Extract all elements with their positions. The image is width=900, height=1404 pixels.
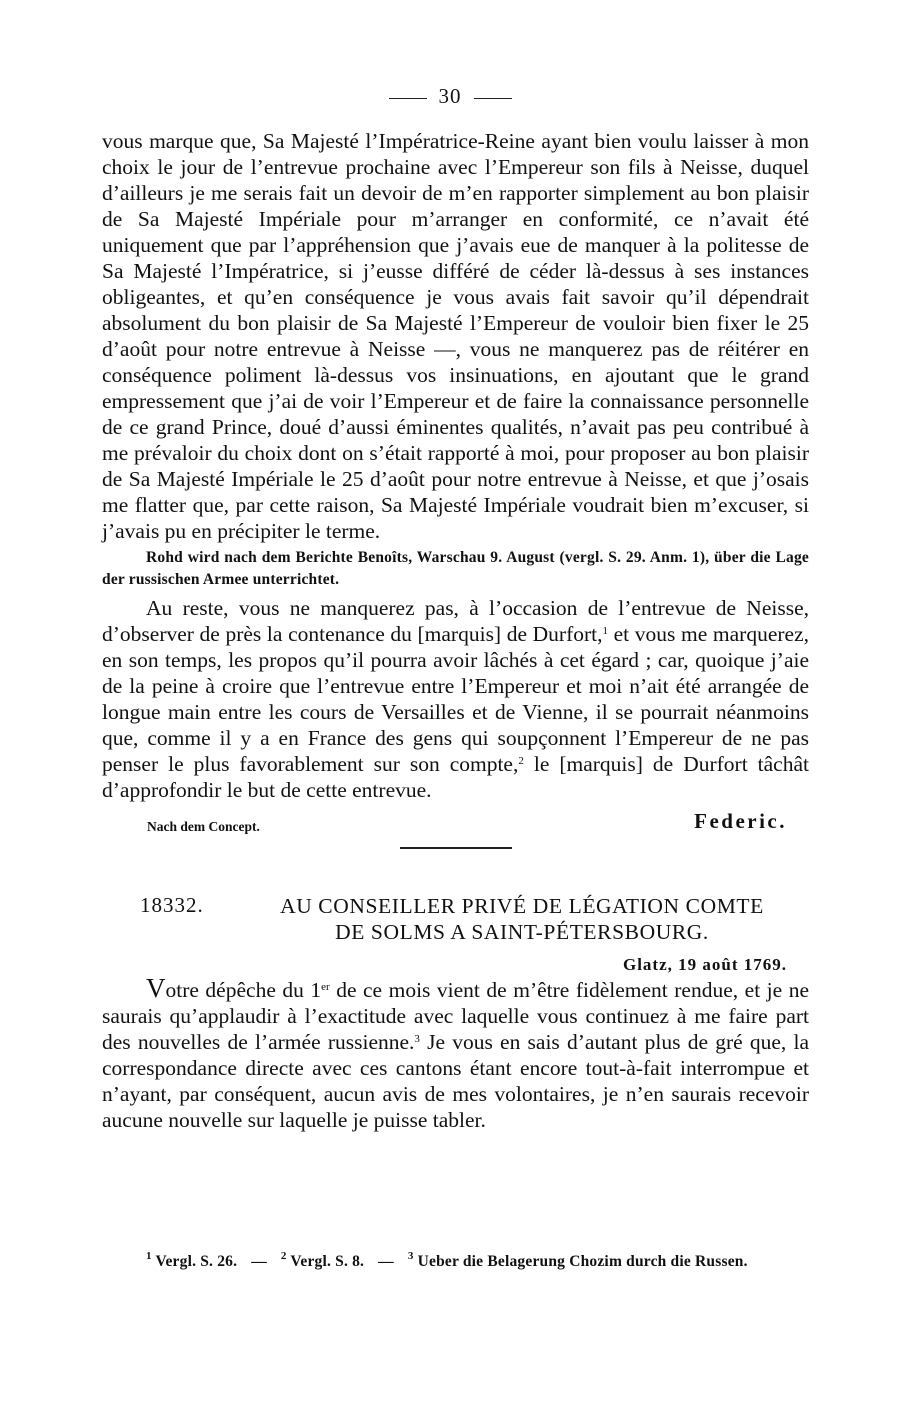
footnote-mark-1: 1 bbox=[602, 625, 608, 637]
letter2-title-line2: DE SOLMS A SAINT-PÉTERSBOURG. bbox=[335, 920, 709, 944]
dateline: Glatz, 19 août 1769. bbox=[622, 955, 787, 974]
letter2-text-b: de ce mois vient de m’être fidèlement rendue, et je ne saurais qu’applaudir à l’exactitude avec laquelle vous continuez à me faire part des nouvelles de l’armée russienne. bbox=[102, 978, 810, 1054]
source-note: Nach dem Concept. bbox=[147, 819, 260, 834]
footnote-3 bbox=[407, 1250, 748, 1270]
document-number: 18332. bbox=[140, 893, 204, 917]
footnote-separator-2: — bbox=[378, 1253, 394, 1270]
footnote-separator-1: — bbox=[251, 1253, 267, 1270]
section-divider bbox=[400, 847, 512, 849]
letter2-text-c: Je vous en sais d’autant plus de gré que, la correspondance directe avec ces cantons étant encore tout-à-fait interrompue et n’ayant, par conséquent, aucun avis de mes volontaires, je n’en saurais recevoir aucune nouvelle sur laquelle je puisse tabler. bbox=[102, 1030, 810, 1132]
header-rule-left bbox=[389, 98, 427, 99]
page-number: 30 bbox=[438, 84, 462, 108]
header-rule-right bbox=[474, 98, 512, 99]
footnote-mark-3: 3 bbox=[414, 1033, 420, 1045]
footnote-2-text: Vergl. S. 8. bbox=[290, 1253, 365, 1270]
page-header bbox=[0, 84, 900, 109]
footnote-1-mark: 1 bbox=[146, 1250, 152, 1262]
letter1-paragraph2-part-c: le [marquis] de Durfort tâchât d’approfondir le but de cette entrevue. bbox=[102, 752, 809, 802]
letter1-paragraph2-part-a: Au reste, vous ne manquerez pas, à l’occasion de l’entrevue de Neisse, d’observer de près la contenance du [marquis] de Durfort, bbox=[102, 596, 809, 646]
letter2-heading bbox=[102, 893, 809, 949]
page-body bbox=[102, 128, 809, 1133]
letter1-paragraph1: vous marque que, Sa Majesté l’Impératrice-Reine ayant bien voulu laisser à mon choix le jour de l’entrevue prochaine avec l’Empereur son fils à Neisse, duquel d’ailleurs je me serais fait un devoir de m’en rapporter simplement au bon plaisir de Sa Majesté Impériale pour m’arranger en conformité, ce n’avait été uniquement que par l’appréhension que j’avais eue de manquer à la politesse de Sa Majesté l’Impératrice, si j’eusse différé de céder là-dessus à ses instances obligeantes, et qu’en conséquence je vous avais fait savoir qu’il dépendrait absolument du bon plaisir de Sa Majesté l’Empereur de vouloir bien fixer le 25 d’août pour notre entrevue à Neisse —, vous ne manquerez pas de réitérer en conséquence poliment là-dessus vos insinuations, en ajoutant que le grand empressement que j’ai de voir l’Empereur et de faire la connaissance personnelle de ce grand Prince, doué d’aussi éminentes qualités, n’avait pas peu contribué à me prévaloir du choix dont on s’était rapporté à moi, pour proposer au bon plaisir de Sa Majesté Impériale le 25 d’août pour notre entrevue à Neisse, et que j’osais me flatter que, par cette raison, Sa Majesté Impériale voudrait bien m’excuser, si j’avais pu en précipiter le terme. bbox=[102, 129, 809, 543]
letter1-paragraph2 bbox=[102, 595, 809, 803]
footnotes bbox=[102, 1250, 809, 1274]
footnote-2-mark: 2 bbox=[280, 1250, 287, 1262]
letter2-text-a: otre dépêche du 1 bbox=[165, 978, 322, 1002]
footnote-1 bbox=[102, 1250, 238, 1270]
dropcap: V bbox=[146, 973, 166, 1003]
letter2-paragraph bbox=[102, 975, 809, 1133]
editorial-note: Rohd wird nach dem Berichte Benoîts, Warschau 9. August (vergl. S. 29. Anm. 1), über die Lage der russischen Armee unterrichtet. bbox=[102, 549, 809, 588]
letter2-title-line1: AU CONSEILLER PRIVÉ DE LÉGATION COMTE bbox=[280, 894, 764, 918]
footnote-1-text: Vergl. S. 26. bbox=[155, 1253, 238, 1270]
superscript-er: er bbox=[321, 981, 330, 993]
footnote-3-text: Ueber die Belagerung Chozim durch die Russen. bbox=[417, 1253, 748, 1270]
letter1-paragraph2-part-b: et vous me marquerez, en son temps, les propos qu’il pourra avoir lâchés à cet égard ; car, quoique j’aie de la peine à croire que l’entrevue entre l’Empereur et moi n’ait été arrangée de longue main entre les cours de Versailles et de Vienne, il se pourrait néanmoins que, comme il y a en France des gens qui soupçonnent l’Empereur de ne pas penser le plus favorablement sur son compte, bbox=[102, 622, 809, 776]
footnote-3-mark: 3 bbox=[407, 1250, 414, 1262]
signature: Federic. bbox=[694, 809, 787, 833]
letter2-title bbox=[102, 893, 900, 945]
footnote-2 bbox=[280, 1250, 365, 1270]
closing-row bbox=[102, 805, 809, 839]
footnote-mark-2: 2 bbox=[518, 755, 524, 767]
